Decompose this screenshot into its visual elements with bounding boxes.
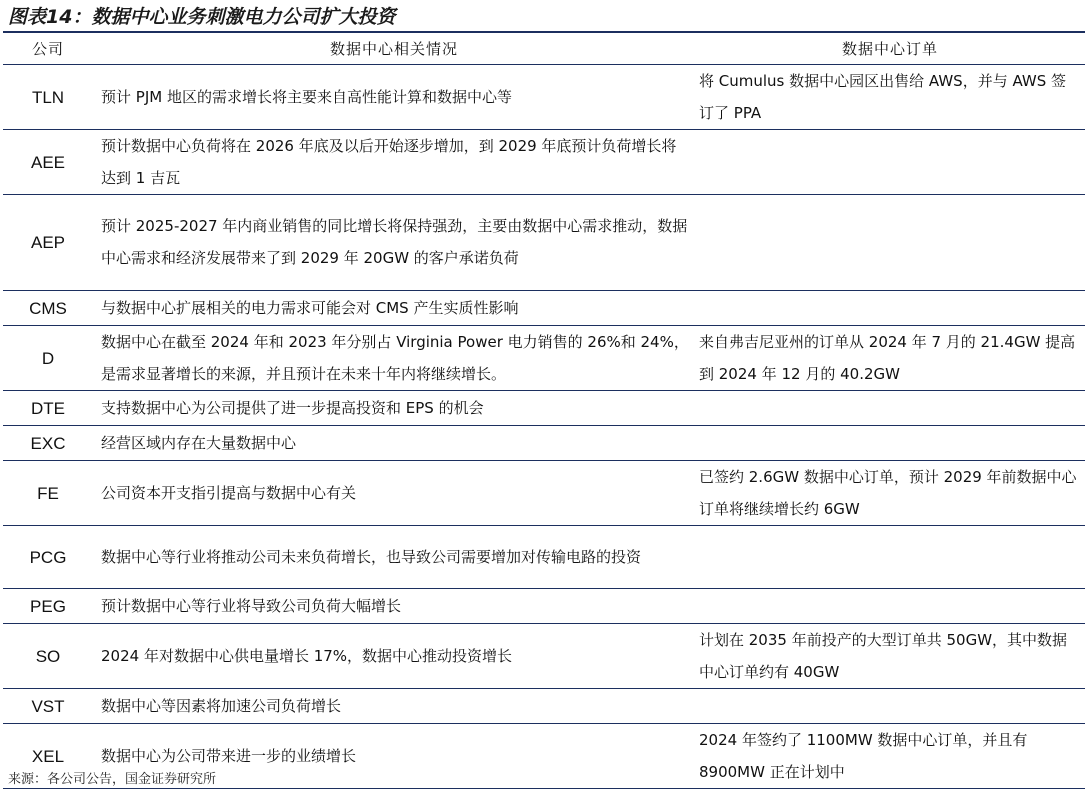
company-cell: SO <box>3 623 93 688</box>
company-cell: PEG <box>3 588 93 623</box>
company-cell: DTE <box>3 390 93 425</box>
situation-cell: 预计数据中心等行业将导致公司负荷大幅增长 <box>93 588 695 623</box>
table-header-row <box>3 32 1085 64</box>
situation-cell: 支持数据中心为公司提供了进一步提高投资和 EPS 的机会 <box>93 390 695 425</box>
company-cell: AEP <box>3 194 93 290</box>
table-row <box>3 64 1085 129</box>
situation-cell: 数据中心等因素将加速公司负荷增长 <box>93 688 695 723</box>
situation-cell: 预计 PJM 地区的需求增长将主要来自高性能计算和数据中心等 <box>93 64 695 129</box>
situation-cell: 2024 年对数据中心供电量增长 17%，数据中心推动投资增长 <box>93 623 695 688</box>
situation-cell: 数据中心在截至 2024 年和 2023 年分别占 Virginia Power 电力销售的 26%和 24%，是需求显著增长的来源，并且预计在未来十年内将继续增长。 <box>93 325 695 390</box>
orders-cell: 计划在 2035 年前投产的大型订单共 50GW，其中数据中心订单约有 40GW <box>695 623 1085 688</box>
orders-cell <box>695 194 1085 290</box>
company-cell: EXC <box>3 425 93 460</box>
source-note: 来源：各公司公告，国金证券研究所 <box>8 772 217 787</box>
orders-cell <box>695 390 1085 425</box>
table-row <box>3 390 1085 425</box>
header-situation: 数据中心相关情况 <box>93 32 695 64</box>
company-cell: D <box>3 325 93 390</box>
orders-cell: 已签约 2.6GW 数据中心订单，预计 2029 年前数据中心订单将继续增长约 6GW <box>695 460 1085 525</box>
table-row <box>3 129 1085 194</box>
table-row <box>3 425 1085 460</box>
orders-cell <box>695 425 1085 460</box>
company-cell: TLN <box>3 64 93 129</box>
company-cell: CMS <box>3 290 93 325</box>
table-row <box>3 290 1085 325</box>
orders-cell <box>695 525 1085 588</box>
table-row <box>3 525 1085 588</box>
situation-cell: 数据中心等行业将推动公司未来负荷增长，也导致公司需要增加对传输电路的投资 <box>93 525 695 588</box>
orders-cell: 2024 年签约了 1100MW 数据中心订单，并且有 8900MW 正在计划中 <box>695 723 1085 788</box>
table-row <box>3 194 1085 290</box>
table-row <box>3 325 1085 390</box>
situation-cell: 预计 2025-2027 年内商业销售的同比增长将保持强劲，主要由数据中心需求推动，数据中心需求和经济发展带来了到 2029 年 20GW 的客户承诺负荷 <box>93 194 695 290</box>
orders-cell <box>695 688 1085 723</box>
situation-cell: 经营区域内存在大量数据中心 <box>93 425 695 460</box>
table-row <box>3 460 1085 525</box>
header-orders: 数据中心订单 <box>695 32 1085 64</box>
company-cell: PCG <box>3 525 93 588</box>
company-cell: AEE <box>3 129 93 194</box>
table-row <box>3 588 1085 623</box>
orders-cell <box>695 129 1085 194</box>
company-cell: XEL <box>3 723 93 788</box>
orders-cell: 将 Cumulus 数据中心园区出售给 AWS，并与 AWS 签订了 PPA <box>695 64 1085 129</box>
situation-cell: 公司资本开支指引提高与数据中心有关 <box>93 460 695 525</box>
orders-cell: 来自弗吉尼亚州的订单从 2024 年 7 月的 21.4GW 提高到 2024 年 12 月的 40.2GW <box>695 325 1085 390</box>
figure-title: 图表14：数据中心业务刺激电力公司扩大投资 <box>8 6 396 28</box>
header-company: 公司 <box>3 32 93 64</box>
orders-cell <box>695 588 1085 623</box>
orders-cell <box>695 290 1085 325</box>
table-row <box>3 623 1085 688</box>
data-center-table <box>3 31 1085 789</box>
company-cell: VST <box>3 688 93 723</box>
situation-cell: 与数据中心扩展相关的电力需求可能会对 CMS 产生实质性影响 <box>93 290 695 325</box>
situation-cell: 预计数据中心负荷将在 2026 年底及以后开始逐步增加，到 2029 年底预计负荷增长将达到 1 吉瓦 <box>93 129 695 194</box>
table-row <box>3 688 1085 723</box>
company-cell: FE <box>3 460 93 525</box>
situation-cell: 数据中心为公司带来进一步的业绩增长 <box>93 723 695 788</box>
